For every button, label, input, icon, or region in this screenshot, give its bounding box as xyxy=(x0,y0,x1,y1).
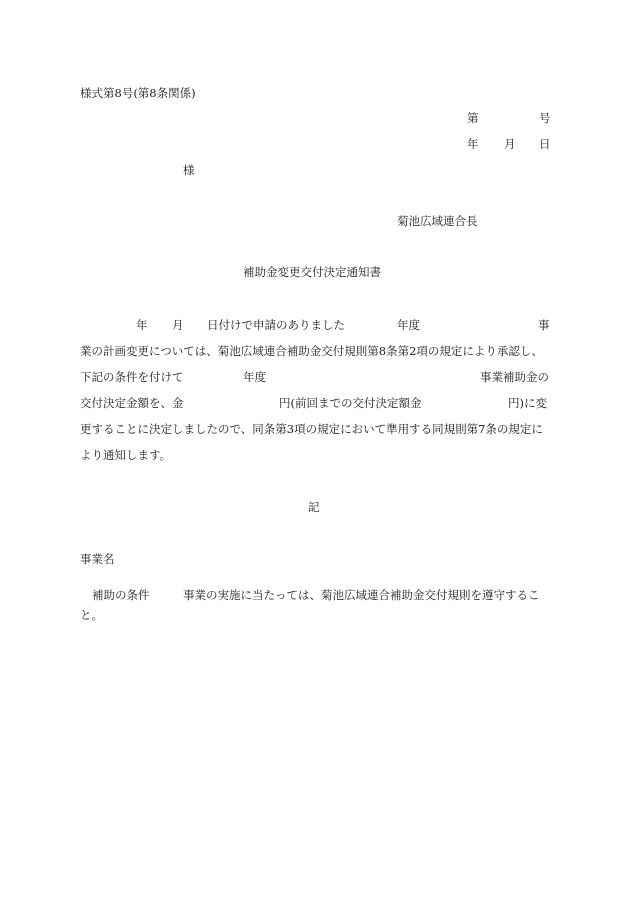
conditions-text-cont: と。 xyxy=(80,608,103,622)
body-line3-nendo: 年度 xyxy=(243,370,266,384)
date-month: 月 xyxy=(504,137,516,151)
conditions-text: 事業の実施に当たっては、菊池広域連合補助金交付規則を遵守するこ xyxy=(183,588,540,602)
body-line1-month: 月 xyxy=(172,318,184,332)
conditions-label: 補助の条件 xyxy=(92,588,150,602)
body-line1-end: 事 xyxy=(538,318,550,332)
document-title: 補助金変更交付決定通知書 xyxy=(243,265,381,279)
date-year: 年 xyxy=(467,137,479,151)
addressee-suffix: 様 xyxy=(183,163,195,177)
project-name-label: 事業名 xyxy=(80,552,115,566)
body-line1-year: 年 xyxy=(136,318,148,332)
body-line2: 業の計画変更については、菊池広域連合補助金交付規則第8条第2項の規定により承認し、 xyxy=(80,344,543,358)
body-line4-end: 円)に変 xyxy=(508,396,547,410)
date-day: 日 xyxy=(539,137,551,151)
issuer: 菊池広域連合長 xyxy=(397,214,478,228)
number-go: 号 xyxy=(539,111,551,125)
body-line4-start: 交付決定金額を、金 xyxy=(80,396,184,410)
body-line1-rest: 日付けで申請のありました xyxy=(207,318,345,332)
body-line3-end: 事業補助金の xyxy=(480,370,549,384)
body-line3-start: 下記の条件を付けて xyxy=(80,370,184,384)
ki-heading: 記 xyxy=(308,500,320,514)
body-line6: より通知します。 xyxy=(80,448,172,462)
body-line5: 更することに決定しましたので、同条第3項の規定において準用する同規則第7条の規定に xyxy=(80,422,543,436)
body-line1-nendo: 年度 xyxy=(397,318,420,332)
body-line4-mid: 円(前回までの交付決定額金 xyxy=(279,396,422,410)
number-dai: 第 xyxy=(467,111,479,125)
form-label: 様式第8号(第8条関係) xyxy=(80,86,196,100)
